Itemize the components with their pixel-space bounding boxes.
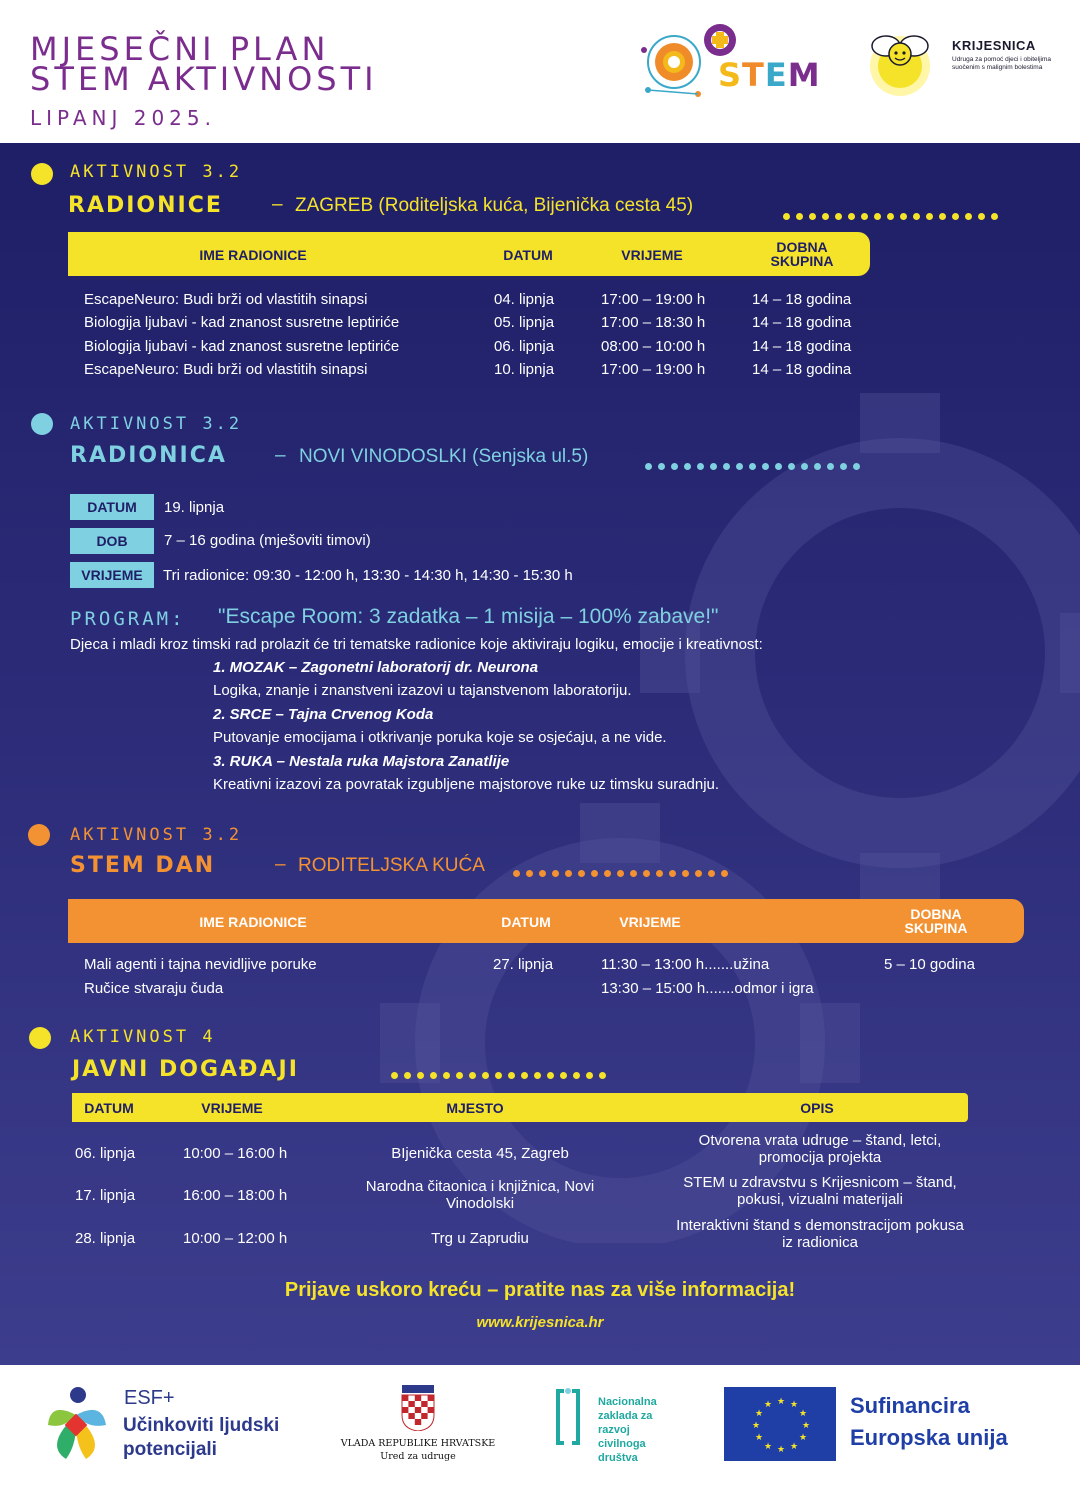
- col-header-age-2: SKUPINA: [770, 253, 834, 269]
- row-name: Mali agenti i tajna nevidljive poruke: [84, 956, 317, 973]
- program-item-desc: Logika, znanje i znanstveni izazovi u tajanstvenom laboratoriju.: [213, 682, 632, 699]
- row-age: 14 – 18 godina: [752, 361, 852, 378]
- nzrcd-line1: Nacionalna: [598, 1396, 657, 1408]
- main-content: [0, 143, 1080, 1365]
- svg-text:★: ★: [764, 1442, 773, 1452]
- row-date: 06. lipnja: [494, 338, 555, 355]
- row-date: 05. lipnja: [494, 314, 555, 331]
- org-name: KRIJESNICA: [952, 38, 1036, 53]
- svg-text:★: ★: [790, 1442, 799, 1452]
- section4-activity: AKTIVNOST 4: [70, 1027, 216, 1047]
- esf-line1: Učinkoviti ljudski: [123, 1415, 280, 1436]
- nzrcd-text: [598, 1395, 657, 1465]
- program-label: PROGRAM:: [70, 608, 186, 630]
- svg-text:★: ★: [799, 1433, 808, 1443]
- row-desc: STEM u zdravstvu s Krijesnicom – štand, pokusi, vizualni materijali: [683, 1174, 957, 1208]
- row-place: Trg u Zaprudiu: [431, 1230, 529, 1247]
- section2-dash: –: [275, 445, 286, 466]
- row-age: 14 – 18 godina: [752, 314, 852, 331]
- nzrcd-line3: razvoj: [598, 1424, 630, 1436]
- svg-text:★: ★: [752, 1421, 761, 1431]
- col-header-name: IME RADIONICE: [199, 247, 307, 263]
- row-date: 27. lipnja: [493, 956, 554, 973]
- row-time: 11:30 – 13:00 h.......užina: [601, 956, 770, 973]
- section2-location: NOVI VINODOSLKI (Senjska ul.5): [299, 446, 589, 467]
- website-link[interactable]: www.krijesnica.hr: [476, 1314, 604, 1331]
- section3-dots: [513, 862, 734, 872]
- section1-table-header: [68, 232, 870, 276]
- nzrcd-line4: civilnoga: [598, 1438, 646, 1450]
- row-name: Biologija ljubavi - kad znanost susretne leptiriće: [84, 338, 400, 355]
- row-date: 06. lipnja: [75, 1145, 136, 1162]
- section2-dots: [645, 455, 866, 465]
- nzrcd-line5: društva: [598, 1452, 638, 1464]
- section3-title: STEM DAN: [70, 853, 216, 878]
- program-item-title: 1. MOZAK – Zagonetni laboratorij dr. Neurona: [213, 659, 539, 676]
- datum-tag: DATUM: [70, 494, 154, 520]
- section4-dots: [391, 1064, 612, 1074]
- cta-text: Prijave uskoro kreću – pratite nas za više informacija!: [284, 1279, 796, 1301]
- row-name: EscapeNeuro: Budi brži od vlastitih sinapsi: [84, 291, 368, 308]
- gov-line2: Ured za udruge: [380, 1451, 456, 1462]
- nzrcd-line2: zaklada za: [598, 1410, 653, 1422]
- section2-activity: AKTIVNOST 3.2: [70, 414, 243, 434]
- row-time: 13:30 – 15:00 h.......odmor i igra: [601, 980, 814, 997]
- section1-dots: [783, 205, 1004, 215]
- row-time: 10:00 – 12:00 h: [183, 1230, 288, 1247]
- col-header-age-1: DOBNA: [776, 239, 828, 255]
- col-header-time: VRIJEME: [201, 1100, 263, 1116]
- vrijeme-value: Tri radionice: 09:30 - 12:00 h, 13:30 - 14:30 h, 14:30 - 15:30 h: [163, 567, 573, 584]
- section1-dash: –: [272, 194, 283, 215]
- section2-title: RADIONICA: [70, 443, 227, 468]
- section3-table-header: [68, 899, 1024, 943]
- svg-text:★: ★: [802, 1421, 811, 1431]
- program-item-title: 2. SRCE – Tajna Crvenog Koda: [213, 706, 434, 723]
- page-title-line1: MJESEČNI PLAN: [30, 30, 330, 68]
- row-desc: Otvorena vrata udruge – štand, letci, promocija projekta: [698, 1132, 942, 1166]
- eu-line1: Sufinancira: [850, 1393, 970, 1418]
- program-item-desc: Putovanje emocijama i otkrivanje poruka koje se osjećaju, a ne vide.: [213, 729, 667, 746]
- col-header-place: MJESTO: [446, 1100, 504, 1116]
- col-header-date: DATUM: [84, 1100, 134, 1116]
- row-time: 16:00 – 18:00 h: [183, 1187, 288, 1204]
- gov-line1: VLADA REPUBLIKE HRVATSKE: [340, 1438, 496, 1449]
- row-desc: Interaktivni štand s demonstracijom pokusa iz radionica: [676, 1217, 964, 1251]
- esf-label: ESF+: [124, 1387, 175, 1409]
- row-time: 17:00 – 18:30 h: [601, 314, 706, 331]
- svg-text:★: ★: [777, 1445, 786, 1455]
- section3-activity: AKTIVNOST 3.2: [70, 825, 243, 845]
- section1-location: ZAGREB (Roditeljska kuća, Bijenička cesta 45): [295, 195, 694, 216]
- row-name: Biologija ljubavi - kad znanost susretne leptiriće: [84, 314, 400, 331]
- croatian-coat-of-arms-icon: [400, 1385, 436, 1431]
- col-header-time: VRIJEME: [621, 247, 683, 263]
- svg-text:★: ★: [790, 1400, 799, 1410]
- program-intro: Djeca i mladi kroz timski rad prolazit će tri tematske radionice koje aktiviraju logiku, emocije i kreativnost:: [70, 636, 763, 653]
- row-age: 14 – 18 godina: [752, 338, 852, 355]
- svg-text:★: ★: [764, 1400, 773, 1410]
- row-time: 17:00 – 19:00 h: [601, 291, 706, 308]
- row-time: 10:00 – 16:00 h: [183, 1145, 288, 1162]
- datum-value: 19. lipnja: [164, 499, 225, 516]
- eu-line2: Europska unija: [850, 1425, 1008, 1450]
- row-place: Narodna čitaonica i knjižnica, Novi Vinodolski: [365, 1178, 595, 1212]
- section3-location: RODITELJSKA KUĆA: [298, 855, 485, 876]
- section1-activity: AKTIVNOST 3.2: [70, 162, 243, 182]
- svg-text:★: ★: [755, 1409, 764, 1419]
- vrijeme-tag: VRIJEME: [70, 562, 154, 588]
- col-header-time: VRIJEME: [619, 914, 681, 930]
- page-header: [0, 0, 1080, 143]
- section1-bullet-icon: [31, 163, 53, 185]
- row-time: 08:00 – 10:00 h: [601, 338, 706, 355]
- section4-bullet-icon: [29, 1027, 51, 1049]
- svg-text:★: ★: [777, 1397, 786, 1407]
- page-title-line2: STEM AKTIVNOSTI: [30, 60, 378, 98]
- esf-flower-logo: [40, 1385, 112, 1465]
- row-place: BIjenička cesta 45, Zagreb: [391, 1145, 569, 1162]
- col-header-age-1: DOBNA: [910, 906, 962, 922]
- program-title: "Escape Room: 3 zadatka – 1 misija – 100% zabave!": [218, 605, 719, 628]
- section4-title: JAVNI DOGAĐAJI: [72, 1057, 299, 1082]
- section3-bullet-icon: [28, 824, 50, 846]
- program-item-title: 3. RUKA – Nestala ruka Majstora Zanatlije: [213, 753, 510, 770]
- svg-text:★: ★: [799, 1409, 808, 1419]
- funding-footer: [0, 1365, 1080, 1485]
- row-time: 17:00 – 19:00 h: [601, 361, 706, 378]
- col-header-name: IME RADIONICE: [199, 914, 307, 930]
- section1-title: RADIONICE: [68, 193, 223, 218]
- stem-logo-text: STEM: [718, 56, 821, 94]
- row-date: 04. lipnja: [494, 291, 555, 308]
- program-item-desc: Kreativni izazovi za povratak izgubljene majstorove ruke uz timsku suradnju.: [213, 776, 720, 793]
- dob-tag: DOB: [70, 528, 154, 554]
- col-header-date: DATUM: [503, 247, 553, 263]
- org-tagline: Udruga za pomoć djeci i obiteljima suočenim s malignim bolestima: [952, 56, 1051, 71]
- section3-dash: –: [275, 854, 286, 875]
- month-subtitle: LIPANJ 2025.: [30, 106, 216, 130]
- section4-table-header: [72, 1093, 968, 1122]
- row-name: EscapeNeuro: Budi brži od vlastitih sinapsi: [84, 361, 368, 378]
- nzrcd-bracket-logo: [554, 1387, 582, 1447]
- row-age: 5 – 10 godina: [884, 956, 975, 973]
- eu-flag-icon: [724, 1387, 836, 1461]
- esf-line2: potencijali: [123, 1439, 217, 1460]
- dob-value: 7 – 16 godina (mješoviti timovi): [164, 532, 371, 549]
- col-header-desc: OPIS: [800, 1100, 834, 1116]
- krijesnica-firefly-logo: [862, 24, 938, 96]
- col-header-date: DATUM: [501, 914, 551, 930]
- svg-text:★: ★: [755, 1433, 764, 1443]
- section2-bullet-icon: [31, 413, 53, 435]
- col-header-age-2: SKUPINA: [904, 920, 968, 936]
- row-name: Ručice stvaraju čuda: [84, 980, 224, 997]
- row-date: 28. lipnja: [75, 1230, 136, 1247]
- row-date: 10. lipnja: [494, 361, 555, 378]
- row-date: 17. lipnja: [75, 1187, 136, 1204]
- row-age: 14 – 18 godina: [752, 291, 852, 308]
